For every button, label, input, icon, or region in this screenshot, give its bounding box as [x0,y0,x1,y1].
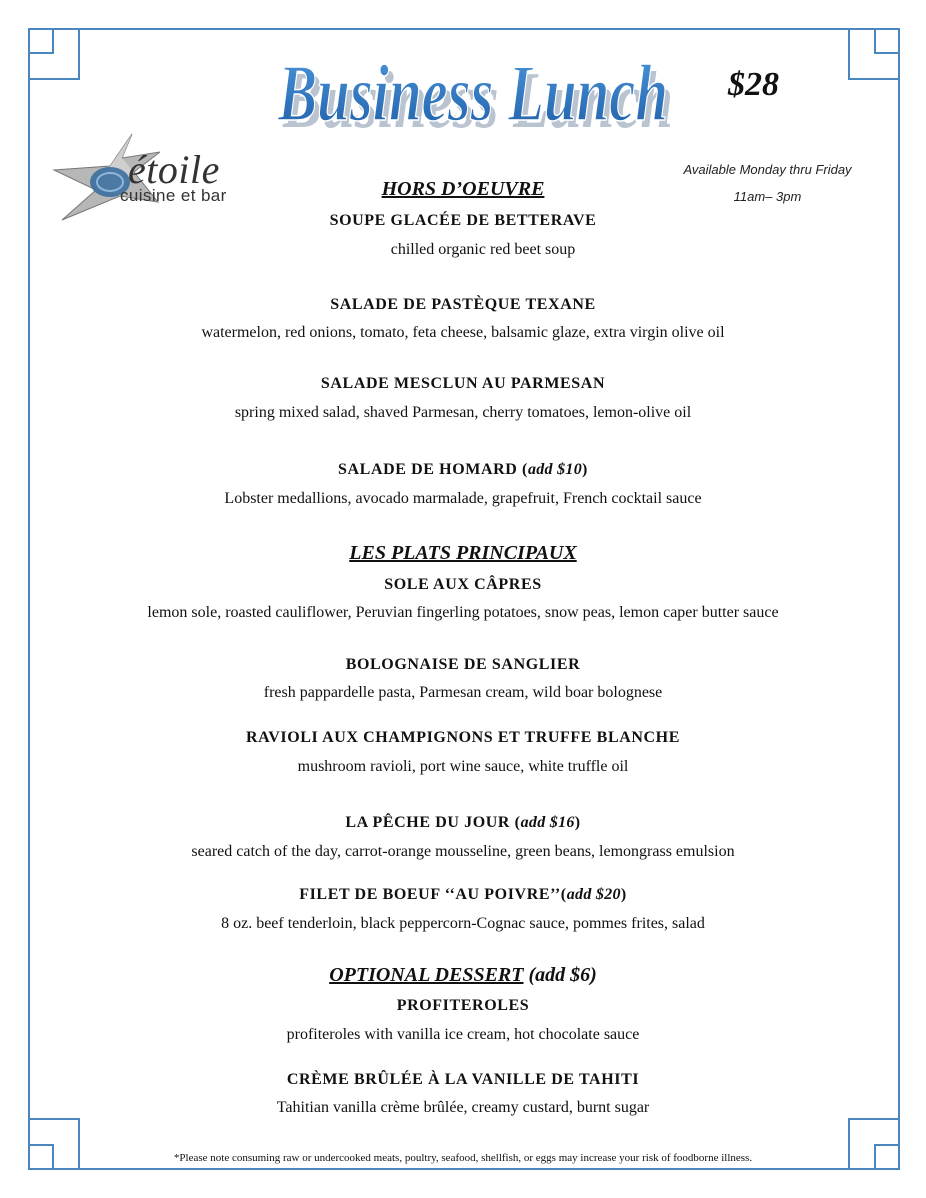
dish-name-with-supplement: LA PÊCHE DU JOUR (add $16) [345,814,581,831]
dish-description: mushroom ravioli, port wine sauce, white truffle oil [297,758,629,775]
logo-tagline: cuisine et bar [120,186,227,205]
dish-name: SOLE AUX CÂPRES [384,576,542,593]
dish-description: profiteroles with vanilla ice cream, hot chocolate sauce [286,1026,640,1043]
section-plats-principaux-title: LES PLATS PRINCIPAUX [349,542,577,564]
dish-description: seared catch of the day, carrot-orange mousseline, green beans, lemongrass emulsion [191,843,735,860]
title-text: Business Lunch [277,50,668,138]
dish-description: fresh pappardelle pasta, Parmesan cream, wild boar bolognese [263,684,663,701]
dish-description: 8 oz. beef tenderloin, black peppercorn-Cognac sauce, pommes frites, salad [221,915,705,932]
page-title [268,30,678,140]
dish-description: Tahitian vanilla crème brûlée, creamy custard, burnt sugar [276,1099,650,1116]
corner-ornament-top-left [28,28,80,80]
dish-description: spring mixed salad, shaved Parmesan, cherry tomatoes, lemon-olive oil [234,404,692,421]
dish-name: RAVIOLI AUX CHAMPIGNONS ET TRUFFE BLANCHE [246,729,680,746]
dish-name-with-supplement: SALADE DE HOMARD (add $10) [338,461,588,478]
dish-description: lemon sole, roasted cauliflower, Peruvian fingerling potatoes, snow peas, lemon caper butter sauce [147,604,779,621]
supplement-price: add $16 [520,814,575,831]
availability-days: Available Monday thru Friday [683,162,852,177]
menu-price: $28 [728,66,779,103]
section-hors-doeuvre-title: HORS D’OEUVRE [381,178,545,200]
section-dessert-title: OPTIONAL DESSERT (add $6) [329,964,597,986]
dish-name: PROFITEROLES [396,997,530,1014]
dish-name: SALADE DE PASTÈQUE TEXANE [330,296,596,313]
svg-text:Business Lunch: Business Lunch [282,57,673,140]
dish-name-with-supplement: FILET DE BOEUF ‘‘AU POIVRE’’(add $20) [299,886,627,903]
supplement-price: add $20 [566,886,621,903]
logo-name: étoile [128,147,220,192]
dish-name: SOUPE GLACÉE DE BETTERAVE [329,212,597,229]
dish-description: Lobster medallions, avocado marmalade, grapefruit, French cocktail sauce [224,490,702,507]
dish-name: CRÈME BRÛLÉE À LA VANILLE DE TAHITI [286,1071,640,1088]
dessert-supplement: (add $6) [523,964,597,986]
availability-hours: 11am– 3pm [733,189,802,204]
dish-description: watermelon, red onions, tomato, feta cheese, balsamic glaze, extra virgin olive oil [201,324,725,341]
dish-name: BOLOGNAISE DE SANGLIER [345,656,581,673]
food-safety-note: *Please note consuming raw or undercooked meats, poultry, seafood, shellfish, or eggs may increase your risk of foodborne illness. [173,1152,753,1164]
corner-ornament-top-right [848,28,900,80]
dish-description: chilled organic red beet soup [390,241,576,258]
dish-name: SALADE MESCLUN AU PARMESAN [320,375,606,392]
supplement-price: add $10 [527,461,583,478]
